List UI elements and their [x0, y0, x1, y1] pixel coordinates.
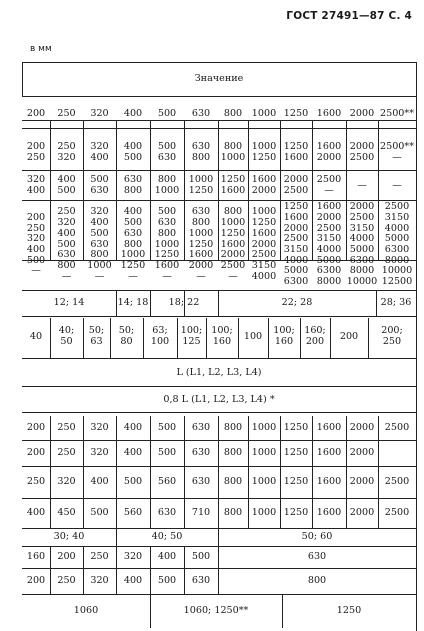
table-cell: 500 630 800 1000 1250 1600 —: [154, 206, 180, 282]
column-header: Значение: [194, 72, 244, 84]
table-cell: 1600: [316, 446, 342, 458]
grid-line: [330, 318, 331, 358]
grid-line: [177, 318, 178, 358]
table-cell: 1250: [283, 475, 309, 487]
table-cell: 800: [307, 574, 327, 586]
grid-line: [150, 440, 151, 466]
table-cell: 500: [157, 574, 177, 586]
table-cell: 1250 1600: [283, 141, 309, 163]
table-cell: —: [392, 179, 402, 191]
table-cell: 1250: [283, 107, 309, 119]
grid-line: [312, 498, 313, 528]
table-cell: 630: [191, 421, 211, 433]
table-cell: 400 500 630 800 1000 1250 —: [120, 206, 146, 282]
table-cell: 200 250: [26, 141, 46, 163]
table-cell: 1000: [251, 421, 277, 433]
table-cell: 40; 50: [58, 325, 75, 347]
table-cell: 2500 —: [316, 174, 342, 196]
grid-line: [346, 498, 347, 528]
grid-line: [184, 498, 185, 528]
table-cell: 320: [123, 550, 143, 562]
grid-line: [218, 528, 219, 546]
grid-line: [50, 568, 51, 594]
table-cell: 500: [157, 446, 177, 458]
table-cell: 400 500: [123, 141, 143, 163]
table-cell: 500 630: [90, 174, 109, 196]
table-cell: 2000: [349, 506, 375, 518]
table-cell: 200; 250: [381, 325, 403, 347]
grid-line: [218, 498, 219, 528]
grid-line: [50, 416, 51, 440]
table-cell: 500: [191, 550, 211, 562]
table-cell: 2000: [349, 107, 375, 119]
table-cell: 2500: [384, 506, 410, 518]
table-cell: 160; 200: [304, 325, 326, 347]
formula-08L: 0,8 L (L1, L2, L3, L4) *: [163, 393, 275, 405]
table-cell: 400: [123, 107, 143, 119]
grid-line: [184, 546, 185, 568]
grid-line: [150, 594, 151, 628]
table-cell: 40: [29, 330, 43, 342]
table-cell: 1000 1250: [188, 174, 214, 196]
table-cell: 450: [57, 506, 76, 518]
span-cell: 30; 40: [53, 530, 85, 542]
grid-line: [280, 466, 281, 498]
grid-line: [116, 416, 117, 440]
grid-line: [282, 594, 283, 628]
table-cell: 250: [57, 446, 76, 458]
grid-line: [150, 466, 151, 498]
table-cell: 250 320 400 500 630 800 —: [57, 206, 76, 282]
table-cell: 250: [57, 107, 76, 119]
grid-line: [248, 416, 249, 440]
grid-line: [150, 546, 151, 568]
table-cell: 1250: [283, 421, 309, 433]
table-cell: 800 1000: [154, 174, 180, 196]
grid-line: [150, 416, 151, 440]
table-cell: 200: [57, 550, 76, 562]
grid-line: [312, 466, 313, 498]
table-cell: 1600 2000 2500 3150 4000 5000 6300 8000: [316, 201, 342, 288]
table-cell: 800: [223, 107, 243, 119]
table-cell: 1600: [316, 506, 342, 518]
table-cell: 800: [223, 446, 243, 458]
grid-line: [50, 466, 51, 498]
grid-line: [378, 416, 379, 440]
table-cell: 1600: [316, 107, 342, 119]
table-cell: 400: [157, 550, 177, 562]
table-cell: 200: [26, 421, 46, 433]
table-cell: 400: [90, 475, 109, 487]
table-cell: 1250: [283, 506, 309, 518]
table-cell: 2000: [349, 475, 375, 487]
grid-line: [116, 568, 117, 594]
table-cell: 250 320: [57, 141, 76, 163]
table-cell: 400: [123, 421, 143, 433]
grid-line: [346, 440, 347, 466]
table-cell: 320: [90, 107, 109, 119]
table-cell: 320: [90, 446, 109, 458]
grid-line: [83, 318, 84, 358]
grid-line: [83, 440, 84, 466]
table-cell: 400: [26, 506, 46, 518]
table-cell: 1000: [251, 446, 277, 458]
grid-line: [50, 440, 51, 466]
table-cell: 2500 3150 4000 5000 6300 8000 10000 12500: [381, 201, 413, 288]
grid-line: [280, 498, 281, 528]
table-cell: 50; 80: [118, 325, 135, 347]
grid-line: [116, 528, 117, 546]
table-cell: 2000 2500 3150 4000 5000 6300 8000 10000: [346, 201, 378, 288]
span-cell: 40; 50: [151, 530, 183, 542]
table-cell: 1000: [251, 506, 277, 518]
table-cell: 500: [123, 475, 143, 487]
table-cell: —: [357, 179, 367, 191]
grid-line: [22, 128, 416, 129]
span-cell: 50; 60: [301, 530, 333, 542]
grid-line: [218, 466, 219, 498]
table-cell: 100: [243, 330, 263, 342]
table-cell: 800 1000: [220, 141, 246, 163]
grid-line: [268, 318, 269, 358]
table-cell: 2000: [349, 421, 375, 433]
table-cell: 630: [191, 574, 211, 586]
table-cell: 630 800 1000 1250 1600 2000 —: [188, 206, 214, 282]
table-cell: 1000: [251, 475, 277, 487]
table-cell: 100; 160: [273, 325, 295, 347]
grid-line: [312, 416, 313, 440]
table-cell: 250: [90, 550, 109, 562]
table-cell: 500: [157, 421, 177, 433]
table-cell: 250: [57, 574, 76, 586]
span-cell: 18; 22: [168, 296, 200, 308]
table-cell: 630 800: [191, 141, 211, 163]
table-cell: 1000 1250: [251, 141, 277, 163]
grid-line: [22, 96, 416, 97]
grid-line: [368, 318, 369, 358]
table-cell: 1250 1600 2000 2500 3150 4000 5000 6300: [283, 201, 309, 288]
table-cell: 560: [157, 475, 177, 487]
table-cell: 1000: [251, 107, 277, 119]
table-cell: 63; 100: [150, 325, 170, 347]
grid-line: [218, 546, 219, 568]
table-cell: 160: [26, 550, 46, 562]
grid-line: [50, 498, 51, 528]
table-cell: 630 800: [123, 174, 143, 196]
grid-line: [184, 466, 185, 498]
table-cell: 500: [157, 107, 177, 119]
span-cell: 14; 18: [117, 296, 149, 308]
table-cell: 320 400: [90, 141, 109, 163]
table-cell: 2500: [384, 475, 410, 487]
table-cell: 630: [157, 506, 177, 518]
grid-line: [184, 568, 185, 594]
grid-line: [206, 318, 207, 358]
grid-line: [346, 466, 347, 498]
grid-line: [116, 498, 117, 528]
formula-L: L (L1, L2, L3, L4): [176, 366, 262, 378]
grid-line: [378, 440, 379, 466]
table-cell: 320: [57, 475, 76, 487]
grid-line: [280, 440, 281, 466]
table-cell: 1250 1600: [220, 174, 246, 196]
table-cell: 2500** —: [379, 141, 414, 163]
table-cell: 1600: [316, 421, 342, 433]
table-cell: 400: [123, 574, 143, 586]
grid-line: [346, 416, 347, 440]
grid-line: [116, 440, 117, 466]
span-cell: 12; 14: [53, 296, 85, 308]
table-cell: 50; 63: [88, 325, 105, 347]
grid-line: [83, 498, 84, 528]
table-cell: 1060: [73, 604, 99, 616]
grid-line: [218, 440, 219, 466]
grid-line: [416, 62, 417, 631]
table-cell: 560: [123, 506, 143, 518]
grid-line: [248, 466, 249, 498]
table-cell: 1250: [336, 604, 362, 616]
document-title: ГОСТ 27491—87 С. 4: [286, 10, 412, 22]
table-cell: 1060; 1250**: [183, 604, 249, 616]
table-cell: 250: [26, 475, 46, 487]
grid-line: [22, 358, 416, 359]
table-cell: 1600 2000: [316, 141, 342, 163]
grid-line: [280, 416, 281, 440]
grid-line: [248, 498, 249, 528]
grid-line: [83, 466, 84, 498]
span-cell: 22; 28: [281, 296, 313, 308]
table-cell: 1000 1250 1600 2000 2500 3150 4000: [251, 206, 277, 282]
table-cell: 800: [223, 475, 243, 487]
table-cell: 2000 2500: [349, 141, 375, 163]
grid-line: [300, 318, 301, 358]
table-cell: 800 1000 1250 1600 2000 2500 —: [220, 206, 246, 282]
grid-line: [116, 466, 117, 498]
grid-line: [312, 440, 313, 466]
table-cell: 2500: [384, 421, 410, 433]
table-cell: 200: [26, 574, 46, 586]
table-cell: 320: [90, 421, 109, 433]
table-cell: 500: [90, 506, 109, 518]
table-cell: 800: [223, 421, 243, 433]
table-cell: 800: [223, 506, 243, 518]
grid-line: [248, 440, 249, 466]
table-cell: 2000 2500: [283, 174, 309, 196]
table-cell: 320 400: [26, 174, 46, 196]
grid-line: [22, 412, 416, 413]
grid-line: [50, 318, 51, 358]
table-cell: 630: [191, 107, 211, 119]
table-cell: 200: [26, 107, 46, 119]
grid-line: [83, 546, 84, 568]
table-cell: 250: [57, 421, 76, 433]
table-cell: 100; 160: [211, 325, 233, 347]
units-label: в мм: [30, 44, 52, 54]
grid-line: [83, 568, 84, 594]
grid-line: [50, 546, 51, 568]
table-cell: 400 500: [57, 174, 76, 196]
grid-line: [150, 498, 151, 528]
table-cell: 320: [90, 574, 109, 586]
grid-line: [218, 568, 219, 594]
table-cell: 710: [191, 506, 211, 518]
table-cell: 1600: [316, 475, 342, 487]
grid-line: [184, 416, 185, 440]
grid-line: [83, 416, 84, 440]
grid-line: [378, 466, 379, 498]
table-cell: 1600 2000: [251, 174, 277, 196]
grid-line: [22, 170, 416, 171]
table-cell: 400: [123, 446, 143, 458]
grid-line: [116, 546, 117, 568]
table-cell: 200: [339, 330, 359, 342]
table-cell: 2500**: [379, 107, 414, 119]
table-cell: 630: [307, 550, 327, 562]
grid-line: [184, 440, 185, 466]
table-cell: 100; 125: [180, 325, 203, 347]
table-cell: 500 630: [157, 141, 177, 163]
grid-line: [22, 386, 416, 387]
grid-line: [378, 498, 379, 528]
table-cell: 630: [191, 446, 211, 458]
grid-line: [238, 318, 239, 358]
grid-line: [22, 316, 416, 317]
grid-line: [143, 318, 144, 358]
table-cell: 1250: [283, 446, 309, 458]
table-cell: 630: [191, 475, 211, 487]
span-cell: 28; 36: [380, 296, 412, 308]
table-cell: 320 400 500 630 800 1000 —: [87, 206, 112, 282]
table-cell: 200: [26, 446, 46, 458]
table-cell: 200 250 320 400 500 —: [26, 211, 46, 277]
grid-line: [150, 568, 151, 594]
table-cell: 2000: [349, 446, 375, 458]
grid-line: [218, 416, 219, 440]
grid-line: [110, 318, 111, 358]
